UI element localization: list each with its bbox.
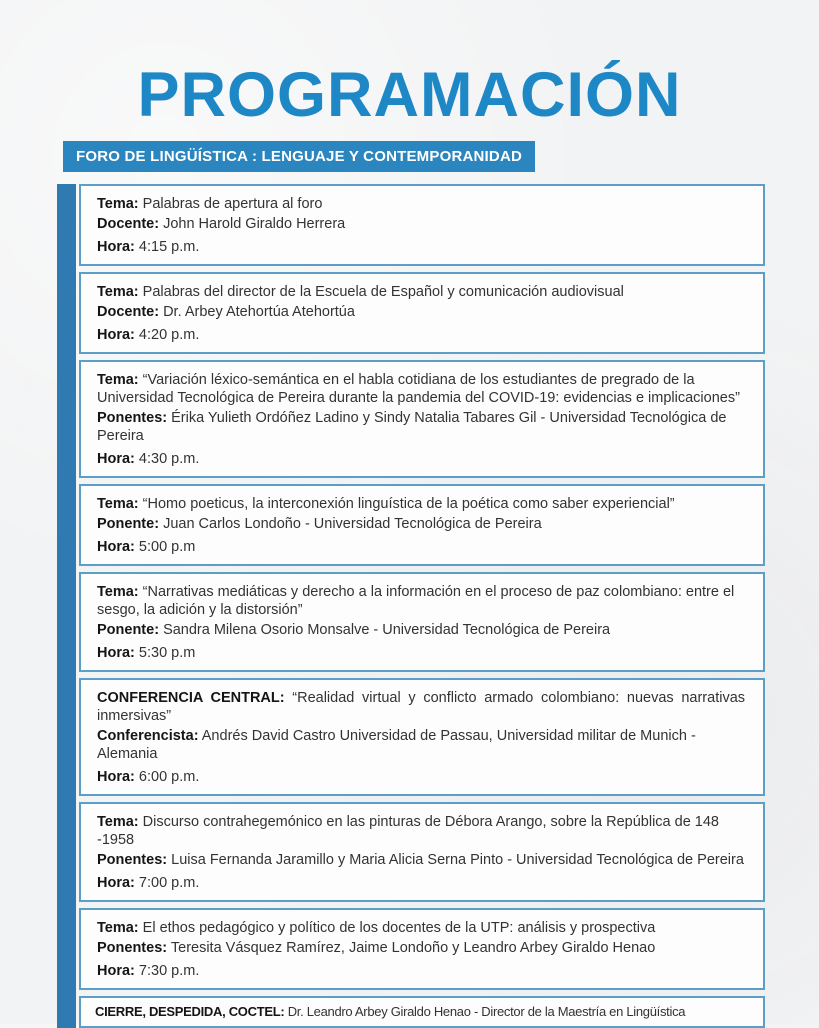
schedule-line bbox=[97, 215, 745, 233]
field-value: Teresita Vásquez Ramírez, Jaime Londoño y Leandro Arbey Giraldo Henao bbox=[170, 940, 656, 956]
field-value: 7:30 p.m. bbox=[138, 963, 200, 979]
field-value: Andrés David Castro Universidad de Passau, Universidad militar de Munich - Alemania bbox=[97, 728, 696, 762]
schedule-line bbox=[97, 238, 745, 256]
table-row bbox=[79, 802, 765, 902]
schedule-line bbox=[97, 450, 745, 468]
schedule-line bbox=[97, 851, 745, 869]
schedule-line bbox=[97, 874, 745, 892]
field-label: Tema: bbox=[97, 814, 139, 830]
field-label: Hora: bbox=[97, 239, 135, 255]
field-value: 4:20 p.m. bbox=[138, 327, 200, 343]
schedule-line bbox=[97, 326, 745, 344]
schedule-line bbox=[97, 768, 745, 786]
field-label: Docente: bbox=[97, 304, 160, 320]
field-value: John Harold Giraldo Herrera bbox=[163, 216, 346, 232]
field-value: 4:15 p.m. bbox=[138, 239, 200, 255]
field-label: Tema: bbox=[97, 196, 139, 212]
field-value: “Narrativas mediáticas y derecho a la información en el proceso de paz colombiano: entre el sesgo, la adición y la distorsión” bbox=[97, 584, 735, 618]
forum-banner bbox=[63, 141, 535, 172]
schedule-rows bbox=[79, 184, 765, 1028]
schedule-line bbox=[97, 919, 745, 937]
schedule-line bbox=[97, 371, 745, 407]
field-value: Dr. Arbey Atehortúa Atehortúa bbox=[163, 304, 355, 320]
schedule-line bbox=[97, 495, 745, 513]
field-value: Discurso contrahegemónico en las pinturas de Débora Arango, sobre la República de 148 -1958 bbox=[97, 814, 719, 848]
field-label: Docente: bbox=[97, 216, 160, 232]
field-value: 5:00 p.m bbox=[138, 539, 196, 555]
table-row bbox=[79, 996, 765, 1028]
schedule-line bbox=[97, 644, 745, 662]
schedule-line bbox=[97, 689, 745, 725]
field-value: Palabras de apertura al foro bbox=[142, 196, 323, 212]
table-row bbox=[79, 272, 765, 354]
field-label: Hora: bbox=[97, 875, 135, 891]
field-value: El ethos pedagógico y político de los docentes de la UTP: análisis y prospectiva bbox=[142, 920, 656, 936]
field-value: “Homo poeticus, la interconexión linguística de la poética como saber experiencial” bbox=[142, 496, 675, 512]
table-row bbox=[79, 484, 765, 566]
schedule-table bbox=[57, 184, 765, 1028]
field-label: Hora: bbox=[97, 451, 135, 467]
field-value: Palabras del director de la Escuela de Español y comunicación audiovisual bbox=[142, 284, 624, 300]
field-label: Ponente: bbox=[97, 516, 160, 532]
schedule-line bbox=[97, 283, 745, 301]
field-label: Tema: bbox=[97, 284, 139, 300]
field-value: Sandra Milena Osorio Monsalve - Universidad Tecnológica de Pereira bbox=[163, 622, 611, 638]
table-row bbox=[79, 184, 765, 266]
field-label: Ponentes: bbox=[97, 940, 168, 956]
field-value: 4:30 p.m. bbox=[138, 451, 200, 467]
field-label: Ponentes: bbox=[97, 852, 168, 868]
field-label: Tema: bbox=[97, 372, 139, 388]
schedule-line bbox=[97, 621, 745, 639]
field-label: Ponente: bbox=[97, 622, 160, 638]
field-value: “Realidad virtual y conflicto armado colombiano: nuevas narrativas inmersivas” bbox=[97, 690, 746, 724]
schedule-line bbox=[97, 303, 745, 321]
schedule-line bbox=[97, 583, 745, 619]
field-value: Dr. Leandro Arbey Giraldo Henao - Director de la Maestría en Lingüística bbox=[287, 1004, 686, 1019]
field-value: 7:00 p.m. bbox=[138, 875, 200, 891]
field-label: Tema: bbox=[97, 920, 139, 936]
schedule-line bbox=[97, 962, 745, 980]
field-label: Conferencista: bbox=[97, 728, 199, 744]
field-label: Hora: bbox=[97, 539, 135, 555]
field-value: Érika Yulieth Ordóñez Ladino y Sindy Natalia Tabares Gil - Universidad Tecnológica de Pereira bbox=[97, 410, 727, 444]
page-title: PROGRAMACIÓN bbox=[137, 60, 682, 130]
schedule-line bbox=[97, 727, 745, 763]
field-label: CIERRE, DESPEDIDA, COCTEL: bbox=[95, 1004, 285, 1019]
field-value: Juan Carlos Londoño - Universidad Tecnológica de Pereira bbox=[163, 516, 542, 532]
table-row bbox=[79, 678, 765, 796]
field-label: Tema: bbox=[97, 584, 139, 600]
schedule-line bbox=[97, 515, 745, 533]
field-label: Hora: bbox=[97, 769, 135, 785]
accent-bar bbox=[57, 184, 76, 1028]
schedule-line bbox=[97, 813, 745, 849]
field-value: “Variación léxico-semántica en el habla cotidiana de los estudiantes de pregrado de la Universidad Tecnológica de Pereira durante la pandemia del COVID-19: evidencias e implicaciones” bbox=[97, 372, 740, 406]
table-row bbox=[79, 360, 765, 478]
field-label: Hora: bbox=[97, 645, 135, 661]
field-label: Tema: bbox=[97, 496, 139, 512]
schedule-line bbox=[97, 409, 745, 445]
field-label: Ponentes: bbox=[97, 410, 168, 426]
field-value: Luisa Fernanda Jaramillo y Maria Alicia Serna Pinto - Universidad Tecnológica de Pereira bbox=[171, 852, 744, 868]
table-row bbox=[79, 908, 765, 990]
field-value: 6:00 p.m. bbox=[138, 769, 200, 785]
schedule-line bbox=[95, 1003, 755, 1021]
schedule-line bbox=[97, 538, 745, 556]
schedule-line bbox=[97, 195, 745, 213]
forum-banner-label: FORO DE LINGÜÍSTICA : LENGUAJE Y CONTEMPORANIDAD bbox=[76, 148, 523, 165]
field-label: Hora: bbox=[97, 327, 135, 343]
field-label: CONFERENCIA CENTRAL: bbox=[97, 690, 285, 706]
field-value: 5:30 p.m bbox=[138, 645, 196, 661]
table-row bbox=[79, 572, 765, 672]
field-label: Hora: bbox=[97, 963, 135, 979]
schedule-line bbox=[97, 939, 745, 957]
